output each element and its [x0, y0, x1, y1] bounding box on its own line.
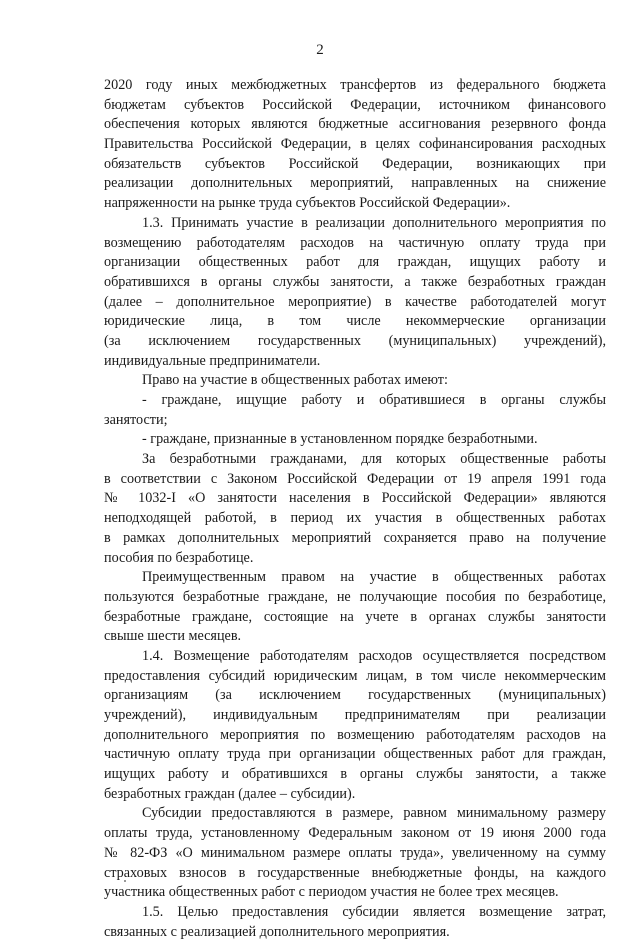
text-line: дополнительного мероприятия по возмещению работодателям расходов на — [104, 726, 606, 743]
text-line: Право на участие в общественных работах имеют: — [142, 372, 448, 389]
text-line: обратившихся в органы службы занятости, а также безработных граждан — [104, 273, 606, 290]
text-line: учреждений), индивидуальным предпринимателям при реализации — [104, 707, 606, 723]
text-line: обеспечения которых являются бюджетные ассигнования резервного фонда — [104, 116, 606, 133]
text-line: в соответствии с Законом Российской Федерации от 19 апреля 1991 года — [104, 470, 606, 487]
text-line: ищущих работу и обратившихся в органы службы занятости, а также — [104, 766, 606, 783]
text-line: безработные граждане, состоящие на учете в органах службы занятости — [104, 608, 606, 625]
text-line: пособия по безработице. — [104, 549, 254, 566]
text-line: безработных граждан (далее – субсидии). — [104, 785, 356, 802]
text-line: пользуются безработные граждане, не получающие пособия по безработице, — [104, 588, 606, 605]
text-line: участника общественных работ с периодом участия не более трех месяцев. — [104, 884, 559, 901]
text-line: напряженности на рынке труда субъектов Российской Федерации». — [104, 195, 511, 212]
text-line: Преимущественным правом на участие в общественных работах — [142, 569, 606, 586]
text-line: индивидуальные предприниматели. — [104, 352, 321, 369]
scan-speck — [124, 880, 126, 882]
text-line: № 82-ФЗ «О минимальном размере оплаты труда», увеличенному на сумму — [104, 844, 606, 861]
text-line: 1.3. Принимать участие в реализации дополнительного мероприятия по — [142, 214, 606, 231]
text-line: связанных с реализацией дополнительного мероприятия. — [104, 923, 450, 940]
text-line: предоставления субсидий юридическим лицам, в том числе некоммерческим — [104, 667, 606, 684]
text-line: (за исключением государственных (муниципальных) учреждений), — [104, 332, 606, 349]
text-line: обязательств субъектов Российской Федерации, возникающих при — [104, 155, 606, 172]
text-line: частичную оплату труда при организации общественных работ для граждан, — [104, 746, 606, 763]
text-line: - граждане, ищущие работу и обратившиеся в органы службы — [142, 392, 606, 408]
text-line: За безработными гражданами, для которых общественные работы — [142, 451, 606, 468]
text-line: 2020 году иных межбюджетных трансфертов из федерального бюджета — [104, 77, 606, 93]
text-line: № 1032-I «О занятости населения в Российской Федерации» являются — [104, 490, 606, 507]
text-line: бюджетам субъектов Российской Федерации, источником финансового — [104, 96, 606, 113]
document-body — [104, 76, 606, 942]
text-line: занятости; — [104, 411, 168, 428]
text-line: Субсидии предоставляются в размере, равном минимальному размеру — [142, 805, 606, 822]
page-number: 2 — [316, 42, 324, 58]
text-line: организации общественных работ для граждан, ищущих работу и — [104, 254, 606, 271]
text-line: 1.4. Возмещение работодателям расходов осуществляется посредством — [142, 647, 606, 664]
text-line: страховых взносов в государственные внебюджетные фонды, на каждого — [104, 864, 606, 881]
text-line: Правительства Российской Федерации, в целях софинансирования расходных — [104, 136, 606, 153]
text-line: возмещению работодателям расходов на частичную оплату труда при — [104, 234, 606, 251]
text-line: свыше шести месяцев. — [104, 628, 242, 645]
text-line: (далее – дополнительное мероприятие) в качестве работодателей могут — [104, 293, 606, 310]
text-line: юридические лица, в том числе некоммерческие организации — [104, 313, 606, 330]
text-line: оплаты труда, установленному Федеральным законом от 19 июня 2000 года — [104, 825, 606, 842]
text-line: неподходящей работой, в период их участия в общественных работах — [104, 510, 606, 527]
text-line: - граждане, признанные в установленном порядке безработными. — [142, 431, 538, 448]
text-line: реализации дополнительных мероприятий, направленных на снижение — [104, 175, 606, 192]
text-line: в рамках дополнительных мероприятий сохраняется право на получение — [104, 529, 606, 546]
text-line: 1.5. Целью предоставления субсидии является возмещение затрат, — [142, 903, 606, 920]
text-line: организациям (за исключением государственных (муниципальных) — [104, 687, 606, 704]
